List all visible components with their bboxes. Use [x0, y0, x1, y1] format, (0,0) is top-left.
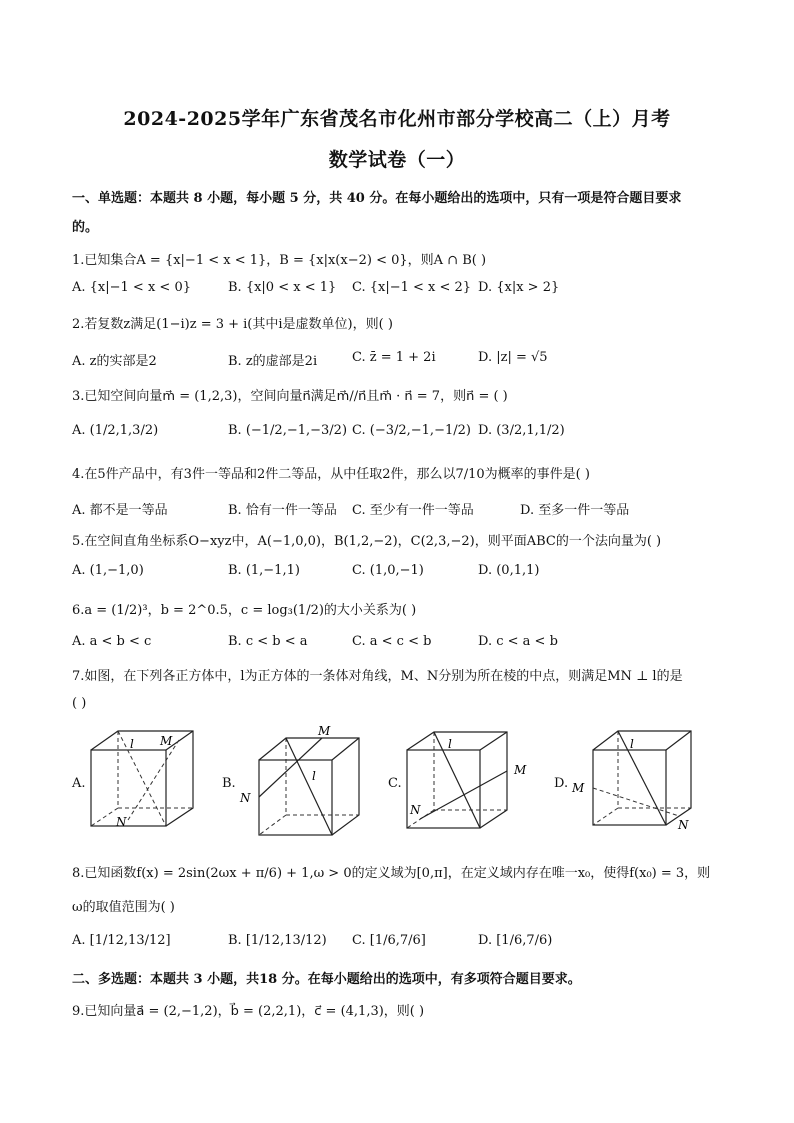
question-3-option-a: A. (1/2,1,3/2) [72, 423, 159, 438]
page-title: 2024-2025学年广东省茂名市化州市部分学校高二（上）月考 [123, 108, 671, 130]
question-2-option-d: D. |z| = √5 [478, 350, 548, 365]
cube-figure-b [240, 724, 361, 844]
label-m: M [160, 734, 173, 748]
question-6-option-a: A. a < b < c [72, 634, 152, 649]
label-n: N [240, 791, 251, 805]
question-8-option-b: B. [1/12,13/12) [228, 933, 327, 948]
figure-b-label: B. [222, 776, 236, 791]
question-1-option-d: D. {x|x > 2} [478, 280, 560, 295]
section1-heading-line1: 一、单选题：本题共 8 小题，每小题 5 分，共 40 分。在每小题给出的选项中，只有一项是符合题目要求 [72, 191, 682, 206]
question-2-option-a: A. z的实部是2 [72, 354, 157, 369]
figure-a-label: A. [72, 776, 86, 791]
label-l: l [630, 737, 634, 751]
question-4-option-d: D. 至多一件一等品 [520, 503, 630, 518]
label-m: M [572, 781, 585, 795]
question-4-option-b: B. 恰有一件一等品 [228, 503, 337, 518]
label-n: N [678, 818, 689, 832]
label-l: l [448, 737, 452, 751]
figure-c-label: C. [388, 776, 402, 791]
question-1-stem: 1.已知集合A = {x|−1 < x < 1}，B = {x|x(x−2) < 0}，则A ∩ B( ) [72, 253, 487, 268]
question-2-option-c: C. z̄ = 1 + 2i [352, 350, 436, 365]
section1-heading-line2: 的。 [72, 220, 99, 235]
page-subtitle: 数学试卷（一） [328, 149, 466, 171]
question-4-stem: 4.在5件产品中，有3件一等品和2件二等品，从中任取2件，那么以7/10为概率的事件是( ) [72, 467, 590, 482]
question-5-option-a: A. (1,−1,0) [72, 563, 144, 578]
question-6-option-c: C. a < c < b [352, 634, 432, 649]
question-1-option-a: A. {x|−1 < x < 0} [72, 280, 191, 295]
label-n: N [410, 803, 421, 817]
label-m: M [318, 724, 331, 738]
question-6-option-b: B. c < b < a [228, 634, 308, 649]
question-6-stem: 6.a = (1/2)³，b = 2^0.5，c = log₃(1/2)的大小关系为( ) [72, 603, 417, 618]
figure-d-label: D. [554, 776, 569, 791]
section2-heading: 二、多选题：本题共 3 小题，共18 分。在每小题给出的选项中，有多项符合题目要求。 [72, 972, 581, 987]
question-8-stem-line2: ω的取值范围为( ) [72, 900, 175, 915]
question-4-option-a: A. 都不是一等品 [72, 503, 168, 518]
question-4-option-c: C. 至少有一件一等品 [352, 503, 474, 518]
label-n: N [116, 815, 127, 829]
question-3-option-d: D. (3/2,1,1/2) [478, 423, 565, 438]
question-8-option-c: C. [1/6,7/6] [352, 933, 426, 948]
question-6-option-d: D. c < a < b [478, 634, 558, 649]
question-9-stem: 9.已知向量a⃗ = (2,−1,2)，b⃗ = (2,2,1)，c⃗ = (4,1,3)，则( ) [72, 1004, 425, 1019]
question-7-stem-line1: 7.如图，在下列各正方体中，l为正方体的一条体对角线，M、N分别为所在棱的中点，则满足MN ⊥ l的是 [72, 669, 683, 684]
question-1-option-c: C. {x|−1 < x < 2} [352, 280, 472, 295]
question-5-stem: 5.在空间直角坐标系O−xyz中，A(−1,0,0)，B(1,2,−2)，C(2,3,−2)，则平面ABC的一个法向量为( ) [72, 534, 662, 549]
question-8-option-a: A. [1/12,13/12] [72, 933, 171, 948]
question-5-option-d: D. (0,1,1) [478, 563, 540, 578]
question-3-stem: 3.已知空间向量m⃗ = (1,2,3)，空间向量n⃗满足m⃗//n⃗且m⃗ · n⃗ = 7，则n⃗ = ( ) [72, 389, 508, 404]
cube-figure-d [572, 728, 695, 837]
cube-figure-c [404, 730, 527, 844]
question-2-stem: 2.若复数z满足(1−i)z = 3 + i(其中i是虚数单位)，则( ) [72, 317, 393, 332]
label-m: M [514, 763, 527, 777]
question-7-stem-line2: ( ) [72, 696, 87, 711]
question-2-option-b: B. z的虚部是2i [228, 354, 318, 369]
question-5-option-b: B. (1,−1,1) [228, 563, 300, 578]
question-1-option-b: B. {x|0 < x < 1} [228, 280, 337, 295]
question-3-option-c: C. (−3/2,−1,−1/2) [352, 423, 471, 438]
question-8-stem-line1: 8.已知函数f(x) = 2sin(2ωx + π/6) + 1,ω > 0的定义域为[0,π]，在定义域内存在唯一x₀，使得f(x₀) = 3，则 [72, 866, 711, 881]
question-8-option-d: D. [1/6,7/6) [478, 933, 553, 948]
cube-figure-a [88, 728, 203, 837]
question-5-option-c: C. (1,0,−1) [352, 563, 424, 578]
label-l: l [130, 737, 134, 751]
label-l: l [312, 769, 316, 783]
question-3-option-b: B. (−1/2,−1,−3/2) [228, 423, 348, 438]
